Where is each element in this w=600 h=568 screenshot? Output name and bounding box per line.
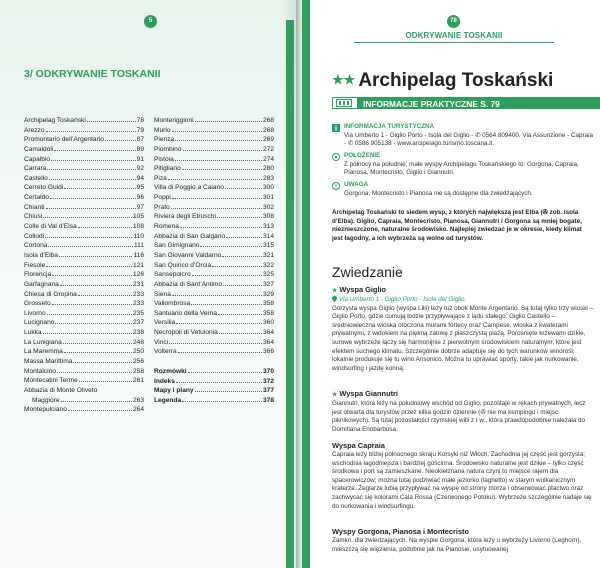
toc-entry-page: 268: [262, 126, 274, 134]
toc-entry-label: Camaldoli: [24, 145, 54, 153]
practical-info-label: INFORMACJE PRAKTYCZNE S. 79: [363, 99, 500, 109]
toc-entry-label: Pitigliano: [154, 165, 181, 173]
toc-leader-dots: [48, 246, 133, 247]
toc-entry-label: Chiusi: [24, 213, 43, 221]
toc-entry: [24, 280, 144, 290]
toc-entry: [24, 126, 144, 136]
toc-entry-label: Fiesole: [24, 261, 46, 269]
toc-entry: [154, 280, 274, 290]
toc-leader-dots: [47, 169, 135, 170]
toc-entry-page: 235: [132, 309, 144, 317]
toc-leader-dots: [61, 401, 132, 402]
toc-entry: [24, 193, 144, 203]
toc-entry-page: 237: [132, 319, 144, 327]
toc-entry-page: 78: [136, 117, 144, 124]
toc-entry-label: Siena: [154, 290, 171, 298]
poi-body: Capraia leży bliżej północnego skraju Korsyki niż Włoch. Zachodnia jej część jest górzysta; wschodnia łagodniejsza i bardziej gościnna. Środowisko naturalne jest dzikie – tylko część środkowa i port są zamieszkane. Nieokiełznana natura czyni to miejsce rajem dla spacerowiczów; można tutaj podziwiać małe jeziorko (laghetto) w starym wulkanicznym kraterze. Żeglarze lubią przypływać na wyspę od strony morza i obserwować ptactwo oraz zachwycać się kolorami Cala Rossa (Czerwonego Potoku). Wybrzeże szczególnie nadaje się do nurkowania i windsurfingu.: [332, 451, 592, 510]
toc-column-2: [154, 116, 274, 406]
toc-entry-label: Mapy i plany: [154, 387, 194, 395]
toc-leader-dots: [52, 275, 132, 276]
toc-entry: [24, 318, 144, 328]
toc-entry-label: Piombino: [154, 145, 182, 153]
toc-entry-label: Colle di Val d’Elsa: [24, 223, 77, 231]
toc-entry-page: 360: [262, 319, 274, 327]
toc-leader-dots: [223, 285, 262, 286]
toc-leader-dots: [172, 131, 262, 132]
toc-entry-label: Cerreto Guidi: [24, 184, 64, 192]
toc-leader-dots: [54, 150, 135, 151]
toc-entry-label: Murlo: [154, 126, 171, 134]
toc-entry-page: 238: [132, 329, 144, 337]
toc-entry-label: Montalcino: [24, 367, 56, 375]
toc-entry: [154, 328, 274, 338]
toc-entry: [24, 357, 144, 367]
toc-entry-page: 377: [262, 387, 274, 395]
toc-entry-page: 321: [262, 251, 274, 259]
toc-entry-page: 92: [136, 165, 144, 173]
poi-body: Giannutri, która leży na południowy wschód od Giglio, pozostaje w rękach prywatnych, lecz jest otwarta dla turystów przez kilka godzin dziennie (✇ nie ma kempingu i miejsc piknikowych). Są tutaj pozostałości rzymskiej willi z I w., która prawdopodobnie należała do Domitiana Enobarbusa.: [332, 400, 586, 433]
toc-entry-label: Sansepolcro: [154, 271, 191, 279]
toc-entry-label: Pistoia: [154, 155, 174, 163]
toc-entry-label: Riviera degli Etruschi: [154, 213, 216, 221]
star-icon: ★: [332, 392, 338, 398]
toc-entry: [154, 193, 274, 203]
toc-entry: [24, 270, 144, 280]
toc-leader-dots: [172, 295, 262, 296]
toc-entry-label: Romena: [154, 223, 179, 231]
toc-entry-page: 116: [133, 251, 144, 259]
toc-leader-dots: [79, 381, 132, 382]
toc-leader-dots: [59, 256, 132, 257]
toc-entry-page: 97: [136, 203, 144, 211]
toc-entry: [154, 183, 274, 193]
toc-entry-label: Isola d’Elba: [24, 251, 59, 259]
toc-leader-dots: [217, 217, 262, 218]
toc-entry: [24, 135, 144, 145]
toc-leader-dots: [183, 150, 262, 151]
toc-leader-dots: [51, 160, 136, 161]
toc-entry: [154, 145, 274, 155]
toc-entry-page: 358: [262, 300, 274, 308]
toc-leader-dots: [188, 372, 262, 373]
toc-leader-dots: [50, 198, 136, 199]
toc-leader-dots: [212, 266, 262, 267]
toc-entry: [24, 396, 144, 406]
toc-entry: [154, 116, 274, 126]
toc-entry-label: San Quirico d’Orcia: [154, 261, 212, 269]
toc-leader-dots: [68, 410, 132, 411]
toc-entry-label: Massa Marittima: [24, 358, 73, 366]
toc-leader-dots: [218, 314, 262, 315]
toc-entry: [154, 241, 274, 251]
toc-leader-dots: [46, 208, 136, 209]
toc-leader-dots: [191, 304, 262, 305]
toc-entry: [24, 299, 144, 309]
toc-entry-label: Promontario dell’Argentario: [24, 136, 104, 144]
toc-entry-page: 233: [132, 300, 144, 308]
toc-entry: [24, 405, 144, 415]
toc-entry: [154, 212, 274, 222]
toc-entry-label: Chianti: [24, 203, 45, 211]
toc-entry-label: Monteriggioni: [154, 117, 194, 124]
toc-entry: [154, 338, 274, 348]
toc-entry-page: 302: [262, 203, 274, 211]
toc-entry-label: Indeks: [154, 377, 175, 385]
toc-entry-label: Collodi: [24, 232, 45, 240]
toc-entry: [24, 174, 144, 184]
toc-leader-dots: [200, 246, 262, 247]
toc-entry: [24, 222, 144, 232]
toc-entry: [154, 203, 274, 213]
toc-entry: [24, 232, 144, 242]
toc-leader-dots: [225, 188, 262, 189]
poi-gorgona-pianosa-montecristo: Wyspy Gorgona, Pianosa i Montecristo Zamkn. dla zwiedzających. Na wyspie Gorgona, która leży u wybrzeży Livorno (Leghorn), mieszczą się więzienia, podobnie jak na Pianosie, usytuowanej: [332, 527, 594, 554]
toc-entry: [154, 396, 274, 406]
info-warning: UWAGA Gorgona, Montecristo i Pianosa nie są dostępne dla zwiedzających.: [332, 181, 594, 198]
toc-entry-label: Montepulciano: [24, 406, 67, 414]
toc-entry-label: Grosseto: [24, 300, 51, 308]
map-pin-icon: [332, 296, 337, 302]
toc-entry-label: Lukka: [24, 329, 42, 337]
toc-entry: [154, 222, 274, 232]
star-icon: ★: [332, 288, 338, 294]
toc-leader-dots: [219, 333, 262, 334]
toc-entry-page: 301: [262, 194, 274, 202]
right-edge-strip: [302, 0, 310, 568]
toc-entry-page: 111: [133, 242, 144, 250]
toc-entry: [24, 261, 144, 271]
toc-entry-label: Lucignano: [24, 319, 55, 327]
toc-entry-page: 358: [262, 309, 274, 317]
intro-paragraph: Archipelag Toskański to siedem wysp, z których największą jest Elba (✇ zob. Isola d’Elba). Giglio, Capraia, Montecristo, Pianosa, Giannutri i Gorgona są mniej bogate, nieznieszczone, naturalne środowisko. Najlepiej zwiedzać je w okresie, kiedy klimat jest łagodny, a ich wybrzeża są wolne od turystów.: [332, 209, 582, 243]
toc-entry: [24, 338, 144, 348]
toc-entry-label: Rozmówki: [154, 368, 187, 376]
toc-entry-page: 269: [262, 136, 274, 144]
toc-column-1: [24, 116, 144, 415]
toc-leader-dots: [182, 401, 262, 402]
toc-entry-page: 248: [132, 338, 144, 346]
poi-body: Górzysta wyspa Giglio (wyspa Lilii) leży tuż obok Monte Argentario. Są tutaj tylko trzy wioski – Giglio Porto, gdzie cumują łodzie przypływające z lądu stałego; Giglio Castello – średniowieczna wioska otoczona murami fortecy oraz Campese, wioska z kwaterami prywatnymi, z widokiem na piękną zatokę z piaszczystą plażą. Porośnięte krzewami dzikie, surowe wybrzeże łączy się harmonijnie z pierwotnym środowiskiem naturalnym, które jest efektem suchego klimatu. Szczególnie dobrze adaptuje się do tych warunków winorośl; lokalnie produkuje się tu wino Ansonico. Można tu uprawiać sporty, takie jak nurkowanie, windsurfing i jazdę konną.: [332, 304, 594, 372]
toc-entry: [154, 290, 274, 300]
toc-leader-dots: [46, 266, 132, 267]
toc-entry: [24, 290, 144, 300]
toc-entry-page: 263: [132, 396, 144, 404]
toc-leader-dots: [222, 256, 262, 257]
toc-leader-dots: [55, 323, 132, 324]
toc-entry-label: La Maremma: [24, 348, 63, 356]
toc-entry-label: Cortona: [24, 242, 48, 250]
toc-entry: [24, 183, 144, 193]
toc-entry-label: Versilia: [154, 319, 176, 327]
left-page: [0, 0, 296, 568]
toc-leader-dots: [195, 121, 262, 122]
toc-entry-label: La Lunigiana: [24, 338, 62, 346]
toc-leader-dots: [64, 188, 135, 189]
toc-entry-page: 79: [136, 126, 144, 134]
toc-entry-page: 108: [132, 223, 144, 231]
toc-entry-page: 378: [262, 396, 274, 404]
toc-leader-dots: [63, 343, 132, 344]
toc-entry-label: Castello: [24, 174, 48, 182]
toc-leader-dots: [171, 208, 262, 209]
toc-leader-dots: [176, 323, 262, 324]
toc-entry-label: Maggiore: [32, 396, 60, 404]
toc-entry-page: 87: [136, 136, 144, 144]
left-edge-strip: [286, 20, 294, 568]
toc-entry-label: Santuario della Verna: [154, 309, 218, 317]
toc-entry: [24, 164, 144, 174]
toc-entry-page: 233: [132, 290, 144, 298]
toc-entry: [24, 347, 144, 357]
toc-entry-label: Abbazia di San Galgano: [154, 232, 226, 240]
toc-entry: [154, 367, 274, 377]
toc-entry-page: 121: [132, 261, 144, 269]
right-page-number: 78: [447, 15, 460, 28]
toc-entry-label: Arezzo: [24, 126, 45, 134]
toc-entry-page: 325: [262, 271, 274, 279]
toc-entry-page: 364: [262, 338, 274, 346]
warning-icon: [332, 182, 340, 190]
toc-entry-page: 94: [136, 174, 144, 182]
header-divider: [354, 42, 554, 43]
chapter-title: [332, 70, 592, 92]
toc-entry-label: Vinci: [154, 338, 169, 346]
toc-entry-label: Necropoli di Vetulonia: [154, 329, 218, 337]
toc-entry: [154, 386, 274, 396]
toc-leader-dots: [176, 382, 262, 383]
toc-entry-page: 366: [262, 348, 274, 356]
toc-entry-page: 322: [262, 261, 274, 269]
toc-entry-page: 250: [132, 348, 144, 356]
toc-entry-page: 258: [132, 367, 144, 375]
toc-entry-page: 370: [262, 368, 274, 376]
section-title: 3/ ODKRYWANIE TOSKANII: [24, 68, 161, 80]
toc-leader-dots: [175, 140, 262, 141]
toc-entry-label: Piza: [154, 174, 167, 182]
toc-entry-page: 315: [262, 242, 274, 250]
toc-leader-dots: [60, 285, 132, 286]
toc-leader-dots: [43, 217, 132, 218]
toc-entry-page: 268: [262, 117, 274, 124]
toc-entry-page: 314: [262, 232, 274, 240]
toc-leader-dots: [175, 160, 262, 161]
toc-leader-dots: [192, 275, 262, 276]
toc-leader-dots: [180, 227, 262, 228]
toc-entry-page: 91: [136, 155, 144, 163]
toc-entry-page: 313: [262, 223, 274, 231]
toc-entry: [154, 251, 274, 261]
toc-entry: [154, 318, 274, 328]
toc-leader-dots: [78, 295, 132, 296]
right-page: [302, 0, 600, 568]
toc-entry-label: Florencja: [24, 271, 52, 279]
toc-leader-dots: [43, 333, 132, 334]
toc-entry: [154, 377, 274, 387]
toc-entry-label: Garfagnana: [24, 280, 59, 288]
toc-entry: [24, 203, 144, 213]
toc-entry: [24, 251, 144, 261]
toc-entry-page: 274: [262, 155, 274, 163]
toc-leader-dots: [178, 352, 262, 353]
toc-entry: [24, 376, 144, 386]
toc-entry-page: 264: [132, 406, 144, 414]
toc-entry-page: 96: [136, 194, 144, 202]
toc-entry-label: San Gimignano: [154, 242, 200, 250]
toc-leader-dots: [195, 391, 262, 392]
poi-giglio: ★ Wyspa Giglio Via Umberto 1 - Giglio Porto - Isola del Giglio. Górzysta wyspa Giglio (wyspa Lilii) leży tuż obok Monte Argentario. Są tutaj tylko trzy wioski – Giglio Porto, gdzie cumują łodzie przypływające z lądu stałego; Giglio Castello – średniowieczna wioska otoczona murami fortecy oraz Campese, wioska z kwaterami prywatnymi, z widokiem na piękną zatokę z piaszczystą plażą. Porośnięte krzewami dzikie, surowe wybrzeże łączy się harmonijnie z pierwotnym środowiskiem naturalnym, które jest efektem suchego klimatu. Szczególnie dobrze adaptuje się do tych warunków winorośl; lokalnie produkuje się tu wino Ansonico. Można tu uprawiać sporty, takie jak nurkowanie, windsurfing i jazdę konną.: [332, 285, 594, 372]
toc-entry-label: Archipelag Toskański: [24, 117, 86, 124]
toc-entry-page: 261: [132, 377, 144, 385]
toc-entry: [154, 309, 274, 319]
toc-entry-label: Poppi: [154, 194, 171, 202]
rating-stars: ★★: [332, 72, 356, 87]
toc-entry-label: Abbazia di Sant’Antimo: [154, 280, 223, 288]
toc-entry: [154, 270, 274, 280]
toc-entry-label: Prato: [154, 203, 170, 211]
chapter-title-text: Archipelag Toskański: [358, 70, 554, 91]
toc-entry: [24, 367, 144, 377]
info-icon: [332, 124, 340, 132]
toc-entry-page: 372: [262, 377, 274, 385]
toc-entry-label: Legenda: [154, 396, 182, 404]
toc-entry-label: Montecatini Terme: [24, 377, 78, 385]
toc-entry: [24, 155, 144, 165]
toc-entry-label: Certaldo: [24, 194, 49, 202]
location-icon: [332, 153, 340, 161]
poi-body: Zamkn. dla zwiedzających. Na wyspie Gorgona, która leży u wybrzeży Livorno (Leghorn), mieszczą się więzienia, podobnie jak na Pianosie, usytuowanej: [332, 537, 582, 553]
toc-entry: [24, 386, 144, 396]
toc-entry-page: 105: [132, 213, 144, 221]
toc-leader-dots: [182, 169, 262, 170]
info-tourist-office: INFORMACJA TURYSTYCZNA Via Umberto 1 - Giglio Porto - Isola del Giglio - ✆ 0564 809400. Via Assunzione - Capraia - ✆ 0586 905138 - www.arcipelago.turismo.toscana.it.: [332, 123, 594, 149]
toc-entry: [24, 309, 144, 319]
toc-entry: [154, 164, 274, 174]
running-header: ODKRYWANIE TOSKANII: [405, 31, 503, 40]
practical-info-bar: [332, 97, 600, 109]
left-page-number: 5: [144, 15, 157, 28]
poi-capraia: Wyspa Capraia Capraia leży bliżej północnego skraju Korsyki niż Włoch. Zachodnia jej część jest górzysta; wschodnia łagodniejsza i bardziej gościnna. Środowisko naturalne jest dzikie – tylko część środkowa i port są zamieszkane. Nieokiełznana natura czyni to miejsce rajem dla spacerowiczów; można tutaj podziwiać małe jeziorko (laghetto) w starym wulkanicznym kraterze. Żeglarze lubią przypływać na wyspę od strony morza i obserwować ptactwo oraz zachwycać się kolorami Cala Rossa (Czerwonego Potoku). Wybrzeże szczególnie nadaje się do nurkowania i windsurfingu.: [332, 441, 594, 511]
toc-entry: [154, 261, 274, 271]
toc-entry: [154, 232, 274, 242]
toc-entry-label: Chiesa di Gropina: [24, 290, 77, 298]
toc-entry: [24, 145, 144, 155]
toc-leader-dots: [78, 227, 132, 228]
toc-entry: [154, 347, 274, 357]
toc-entry-page: 231: [132, 280, 144, 288]
toc-entry-page: 329: [262, 290, 274, 298]
sightseeing-heading: Zwiedzanie: [332, 264, 403, 280]
toc-leader-dots: [49, 179, 136, 180]
toc-leader-dots: [105, 140, 136, 141]
toc-entry-label: Vallombrosa: [154, 300, 191, 308]
toc-leader-dots: [64, 352, 132, 353]
toc-entry-page: 95: [136, 184, 144, 192]
toc-entry: [154, 299, 274, 309]
toc-entry-label: Pienza: [154, 136, 175, 144]
toc-entry-label: Livorno: [24, 309, 46, 317]
toc-entry-page: 89: [136, 145, 144, 153]
toc-entry: [154, 126, 274, 136]
toc-leader-dots: [226, 237, 262, 238]
toc-entry: [154, 174, 274, 184]
toc-entry-page: 272: [262, 145, 274, 153]
toc-entry: [154, 135, 274, 145]
toc-leader-dots: [87, 121, 136, 122]
toc-entry-page: 308: [262, 213, 274, 221]
toc-entry: [24, 241, 144, 251]
toc-entry: [154, 155, 274, 165]
toc-entry-label: Volterra: [154, 348, 177, 356]
toc-entry-page: 364: [262, 329, 274, 337]
toc-entry: [24, 212, 144, 222]
toc-leader-dots: [45, 237, 132, 238]
poi-giannutri: ★ Wyspa Giannutri Giannutri, która leży na południowy wschód od Giglio, pozostaje w rękach prywatnych, lecz jest otwarta dla turystów przez kilka godzin dziennie (✇ nie ma kempingu i miejsc piknikowych). Są tutaj pozostałości rzymskiej willi z I w., która prawdopodobnie należała do Domitiana Enobarbusa.: [332, 389, 594, 434]
toc-entry-label: Capalbio: [24, 155, 51, 163]
info-location: POŁOŻENIE Z północy na południe; małe wyspy Archipelagu Toskańskiego to: Gorgona, Capraia, Pianosa, Montecristo, Giglio i Giannutri.: [332, 152, 594, 178]
toc-leader-dots: [168, 179, 262, 180]
toc-entry-page: 126: [132, 271, 144, 279]
toc-leader-dots: [73, 362, 132, 363]
toc-entry: [24, 328, 144, 338]
toc-entry-page: 300: [262, 184, 274, 192]
toc-entry-page: 280: [262, 165, 274, 173]
toc-leader-dots: [46, 131, 136, 132]
toc-leader-dots: [57, 372, 132, 373]
info-pictogram-icon: [336, 99, 352, 107]
toc-entry-page: 283: [262, 174, 274, 182]
toc-entry-label: Abbazia di Monte Oliveto: [24, 386, 98, 394]
toc-leader-dots: [172, 198, 262, 199]
toc-leader-dots: [52, 304, 132, 305]
toc-entry: [24, 116, 144, 126]
toc-leader-dots: [47, 314, 132, 315]
toc-leader-dots: [169, 343, 262, 344]
toc-entry-page: 256: [132, 358, 144, 366]
toc-spacer: [154, 357, 274, 367]
toc-entry-label: Villa di Poggio a Caiano: [154, 184, 224, 192]
toc-entry-page: 327: [262, 280, 274, 288]
toc-entry-label: Carrara: [24, 165, 47, 173]
toc-entry-label: San Giovanni Valdarno: [154, 251, 222, 259]
toc-entry-page: 110: [133, 232, 144, 240]
